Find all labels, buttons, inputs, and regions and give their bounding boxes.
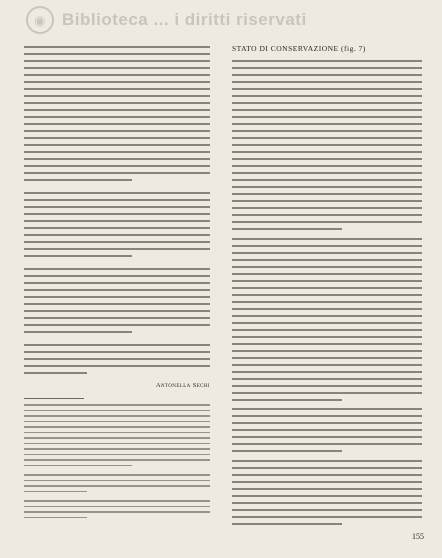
illegible-text-line [24, 53, 210, 55]
watermark-seal-icon: ◉ [26, 6, 54, 34]
illegible-text-line [24, 448, 210, 450]
illegible-text-line [232, 144, 422, 146]
left-column-paragraph-1 [24, 46, 210, 186]
illegible-text-line [232, 399, 342, 401]
illegible-text-line [232, 481, 422, 483]
illegible-text-line [24, 227, 210, 229]
illegible-text-line [232, 350, 422, 352]
illegible-text-line [232, 252, 422, 254]
illegible-text-line [24, 506, 210, 508]
illegible-text-line [24, 317, 210, 319]
illegible-text-line [232, 259, 422, 261]
illegible-text-line [232, 238, 422, 240]
author-signature: Antonella Sechi [155, 382, 210, 389]
illegible-text-line [232, 502, 422, 504]
illegible-text-line [24, 443, 210, 445]
illegible-text-line [232, 88, 422, 90]
illegible-text-line [232, 315, 422, 317]
illegible-text-line [24, 179, 132, 181]
illegible-text-line [232, 123, 422, 125]
illegible-text-line [24, 415, 210, 417]
illegible-text-line [24, 220, 210, 222]
illegible-text-line [232, 509, 422, 511]
illegible-text-line [232, 516, 422, 518]
illegible-text-line [232, 460, 422, 462]
illegible-text-line [232, 214, 422, 216]
illegible-text-line [232, 102, 422, 104]
illegible-text-line [232, 392, 422, 394]
illegible-text-line [24, 255, 132, 257]
illegible-text-line [232, 158, 422, 160]
illegible-text-line [24, 365, 210, 367]
illegible-text-line [232, 200, 422, 202]
illegible-text-line [24, 213, 210, 215]
illegible-text-line [24, 123, 210, 125]
illegible-text-line [232, 429, 422, 431]
illegible-text-line [232, 74, 422, 76]
illegible-text-line [24, 474, 210, 476]
illegible-text-line [24, 491, 87, 493]
illegible-text-line [232, 287, 422, 289]
illegible-text-line [24, 109, 210, 111]
illegible-text-line [232, 245, 422, 247]
illegible-text-line [24, 46, 210, 48]
illegible-text-line [24, 74, 210, 76]
illegible-text-line [24, 165, 210, 167]
illegible-text-line [24, 410, 210, 412]
illegible-text-line [232, 378, 422, 380]
illegible-text-line [232, 523, 342, 525]
illegible-text-line [232, 95, 422, 97]
left-column-paragraph-3 [24, 268, 210, 338]
illegible-text-line [232, 415, 422, 417]
illegible-text-line [24, 144, 210, 146]
illegible-text-line [24, 151, 210, 153]
illegible-text-line [232, 436, 422, 438]
illegible-text-line [24, 60, 210, 62]
illegible-text-line [24, 172, 210, 174]
illegible-text-line [232, 329, 422, 331]
illegible-text-line [232, 474, 422, 476]
illegible-text-line [232, 371, 422, 373]
illegible-text-line [24, 130, 210, 132]
illegible-text-line [24, 432, 210, 434]
illegible-text-line [232, 179, 422, 181]
illegible-text-line [24, 426, 210, 428]
illegible-text-line [232, 343, 422, 345]
watermark [26, 4, 416, 36]
illegible-text-line [24, 351, 210, 353]
illegible-text-line [24, 454, 210, 456]
illegible-text-line [24, 282, 210, 284]
illegible-text-line [232, 450, 342, 452]
illegible-text-line [232, 467, 422, 469]
illegible-text-line [24, 303, 210, 305]
illegible-text-line [24, 421, 210, 423]
illegible-text-line [232, 186, 422, 188]
illegible-text-line [24, 137, 210, 139]
illegible-text-line [232, 301, 422, 303]
illegible-text-line [24, 241, 210, 243]
illegible-text-line [24, 480, 210, 482]
illegible-text-line [232, 60, 422, 62]
illegible-text-line [24, 465, 132, 467]
illegible-text-line [232, 193, 422, 195]
left-column-paragraph-4 [24, 344, 210, 379]
right-column-paragraph-2 [232, 238, 422, 406]
illegible-text-line [232, 488, 422, 490]
illegible-text-line [232, 443, 422, 445]
illegible-text-line [24, 81, 210, 83]
illegible-text-line [24, 517, 87, 519]
illegible-text-line [24, 275, 210, 277]
illegible-text-line [24, 372, 87, 374]
illegible-text-line [24, 500, 210, 502]
illegible-text-line [24, 248, 210, 250]
illegible-text-line [24, 206, 210, 208]
illegible-text-line [232, 130, 422, 132]
illegible-text-line [24, 404, 210, 406]
footnote-3 [24, 500, 210, 522]
illegible-text-line [24, 88, 210, 90]
right-column-paragraph-1 [232, 60, 422, 235]
illegible-text-line [232, 266, 422, 268]
illegible-text-line [232, 422, 422, 424]
illegible-text-line [24, 116, 210, 118]
illegible-text-line [232, 137, 422, 139]
illegible-text-line [24, 95, 210, 97]
illegible-text-line [232, 116, 422, 118]
illegible-text-line [232, 81, 422, 83]
illegible-text-line [24, 67, 210, 69]
illegible-text-line [24, 192, 210, 194]
illegible-text-line [24, 310, 210, 312]
illegible-text-line [24, 485, 210, 487]
illegible-text-line [24, 158, 210, 160]
illegible-text-line [24, 102, 210, 104]
illegible-text-line [232, 109, 422, 111]
illegible-text-line [232, 165, 422, 167]
illegible-text-line [232, 357, 422, 359]
illegible-text-line [232, 308, 422, 310]
illegible-text-line [24, 459, 210, 461]
right-column-paragraph-3 [232, 408, 422, 457]
illegible-text-line [232, 364, 422, 366]
illegible-text-line [232, 221, 422, 223]
footnote-divider [24, 398, 84, 399]
illegible-text-line [232, 294, 422, 296]
illegible-text-line [24, 289, 210, 291]
illegible-text-line [232, 151, 422, 153]
footnote-1 [24, 404, 210, 470]
illegible-text-line [232, 207, 422, 209]
section-heading: STATO DI CONSERVAZIONE (fig. 7) [232, 44, 366, 53]
illegible-text-line [24, 324, 210, 326]
watermark-text: Biblioteca ... i diritti riservati [62, 10, 307, 29]
illegible-text-line [232, 322, 422, 324]
illegible-text-line [232, 273, 422, 275]
illegible-text-line [24, 358, 210, 360]
illegible-text-line [24, 344, 210, 346]
illegible-text-line [24, 234, 210, 236]
right-column-paragraph-4 [232, 460, 422, 530]
illegible-text-line [232, 67, 422, 69]
illegible-text-line [232, 280, 422, 282]
illegible-text-line [232, 336, 422, 338]
illegible-text-line [24, 511, 210, 513]
illegible-text-line [24, 331, 132, 333]
illegible-text-line [24, 437, 210, 439]
illegible-text-line [24, 296, 210, 298]
illegible-text-line [232, 495, 422, 497]
footnote-2 [24, 474, 210, 496]
page-number: 155 [412, 532, 424, 541]
left-column-paragraph-2 [24, 192, 210, 262]
illegible-text-line [24, 268, 210, 270]
illegible-text-line [232, 408, 422, 410]
illegible-text-line [232, 228, 342, 230]
illegible-text-line [24, 199, 210, 201]
illegible-text-line [232, 385, 422, 387]
illegible-text-line [232, 172, 422, 174]
